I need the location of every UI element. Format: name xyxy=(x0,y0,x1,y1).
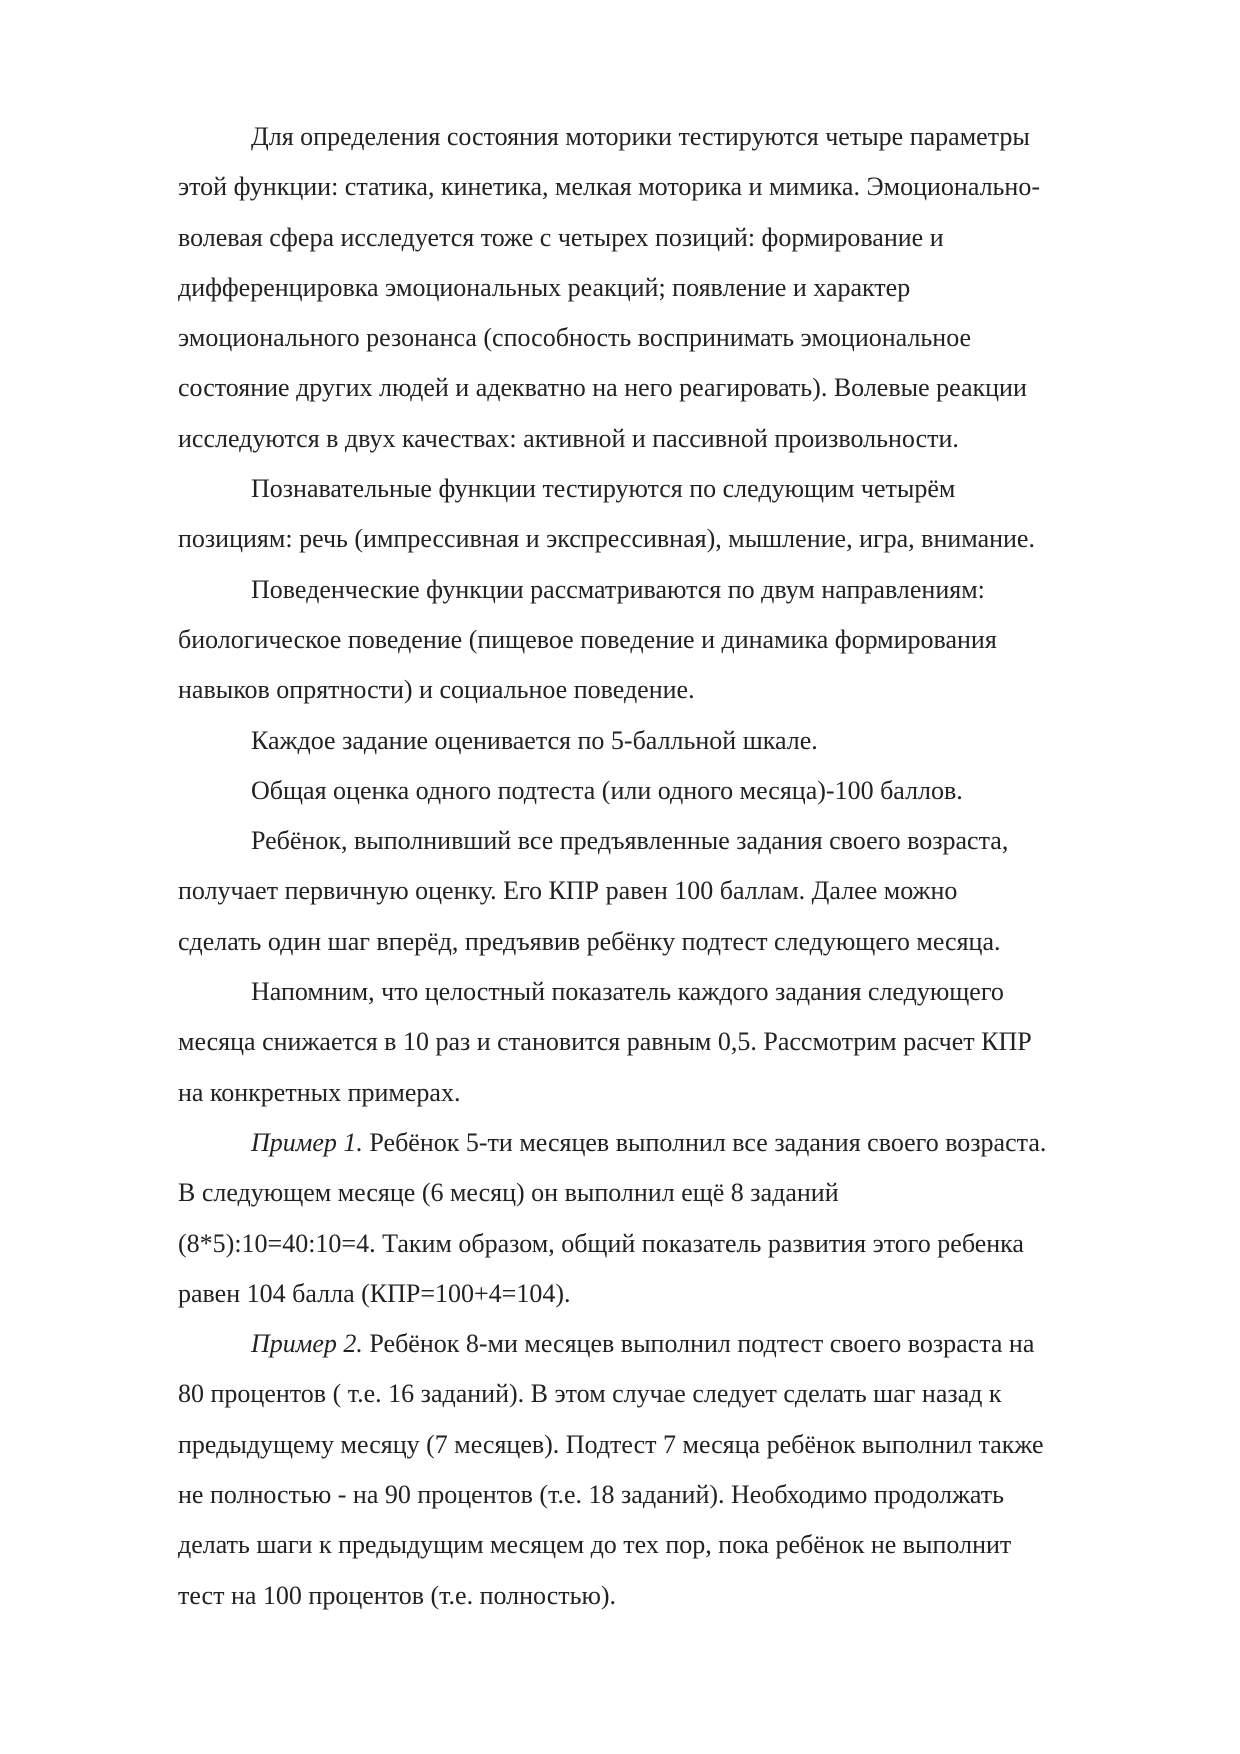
text-line xyxy=(178,464,1153,514)
line-text: равен 104 балла (КПР=100+4=104). xyxy=(178,1278,571,1308)
text-line xyxy=(178,1470,1153,1520)
text-line xyxy=(178,1068,1153,1118)
line-text: исследуются в двух качествах: активной и пассивной произвольности. xyxy=(178,423,959,453)
line-text: Поведенческие функции рассматриваются по двум направлениям: xyxy=(251,574,985,604)
line-text: предыдущему месяцу (7 месяцев). Подтест 7 месяца ребёнок выполнил также xyxy=(178,1429,1044,1459)
text-line xyxy=(178,1520,1153,1570)
body-text xyxy=(178,112,1153,1621)
line-text: (8*5):10=40:10=4. Таким образом, общий показатель развития этого ребенка xyxy=(178,1228,1024,1258)
line-text: состояние других людей и адекватно на него реагировать). Волевые реакции xyxy=(178,373,1027,403)
text-line xyxy=(178,766,1153,816)
text-line xyxy=(178,162,1153,212)
line-text: В следующем месяце (6 месяц) он выполнил ещё 8 заданий xyxy=(178,1178,839,1208)
line-text: делать шаги к предыдущим месяцем до тех пор, пока ребёнок не выполнит xyxy=(178,1530,1012,1560)
line-text: на конкретных примерах. xyxy=(178,1077,461,1107)
line-text: месяца снижается в 10 раз и становится равным 0,5. Рассмотрим расчет КПР xyxy=(178,1027,1032,1057)
text-line xyxy=(178,1017,1153,1067)
text-line xyxy=(178,414,1153,464)
line-text: этой функции: статика, кинетика, мелкая моторика и мимика. Эмоционально- xyxy=(178,172,1040,202)
line-text: навыков опрятности) и социальное поведение. xyxy=(178,675,695,705)
line-text: получает первичную оценку. Его КПР равен 100 баллам. Далее можно xyxy=(178,876,958,906)
text-line xyxy=(178,313,1153,363)
text-line xyxy=(178,1168,1153,1218)
line-text: биологическое поведение (пищевое поведение и динамика формирования xyxy=(178,624,997,654)
line-text: тест на 100 процентов (т.е. полностью). xyxy=(178,1580,617,1610)
text-line xyxy=(178,615,1153,665)
text-line xyxy=(178,263,1153,313)
line-text: 80 процентов ( т.е. 16 заданий). В этом случае следует сделать шаг назад к xyxy=(178,1379,1002,1409)
line-text: сделать один шаг вперёд, предъявив ребёнку подтест следующего месяца. xyxy=(178,926,1001,956)
text-line xyxy=(178,1319,1153,1369)
text-line xyxy=(178,112,1153,162)
text-line xyxy=(178,1420,1153,1470)
text-line xyxy=(178,565,1153,615)
line-text: Ребёнок, выполнивший все предъявленные задания своего возраста, xyxy=(251,826,1009,856)
line-text: Напомним, что целостный показатель каждого задания следующего xyxy=(251,977,1004,1007)
text-line xyxy=(178,716,1153,766)
line-text: Каждое задание оценивается по 5-балльной шкале. xyxy=(251,725,818,755)
example-label: Пример 2. xyxy=(251,1329,363,1359)
text-line xyxy=(178,1219,1153,1269)
line-text: Общая оценка одного подтеста (или одного месяца)-100 баллов. xyxy=(251,775,963,805)
text-line xyxy=(178,1118,1153,1168)
text-line xyxy=(178,213,1153,263)
text-line xyxy=(178,917,1153,967)
line-text: позициям: речь (импрессивная и экспрессивная), мышление, игра, внимание. xyxy=(178,524,1035,554)
text-line xyxy=(178,665,1153,715)
text-line xyxy=(178,1369,1153,1419)
text-line xyxy=(178,1571,1153,1621)
text-line xyxy=(178,514,1153,564)
line-text: волевая сфера исследуется тоже с четырех позиций: формирование и xyxy=(178,222,944,252)
line-text: Познавательные функции тестируются по следующим четырём xyxy=(251,474,956,504)
text-line xyxy=(178,363,1153,413)
line-text: Ребёнок 8-ми месяцев выполнил подтест своего возраста на xyxy=(362,1329,1035,1359)
example-label: Пример 1. xyxy=(251,1127,363,1157)
line-text: не полностью - на 90 процентов (т.е. 18 заданий). Необходимо продолжать xyxy=(178,1480,1005,1510)
text-line xyxy=(178,816,1153,866)
line-text: Для определения состояния моторики тестируются четыре параметры xyxy=(251,122,1030,151)
line-text: дифференцировка эмоциональных реакций; появление и характер xyxy=(178,272,911,302)
line-text: эмоционального резонанса (способность воспринимать эмоциональное xyxy=(178,323,972,353)
line-text: Ребёнок 5-ти месяцев выполнил все задания своего возраста. xyxy=(362,1127,1047,1157)
text-line xyxy=(178,1269,1153,1319)
text-line xyxy=(178,866,1153,916)
text-line xyxy=(178,967,1153,1017)
